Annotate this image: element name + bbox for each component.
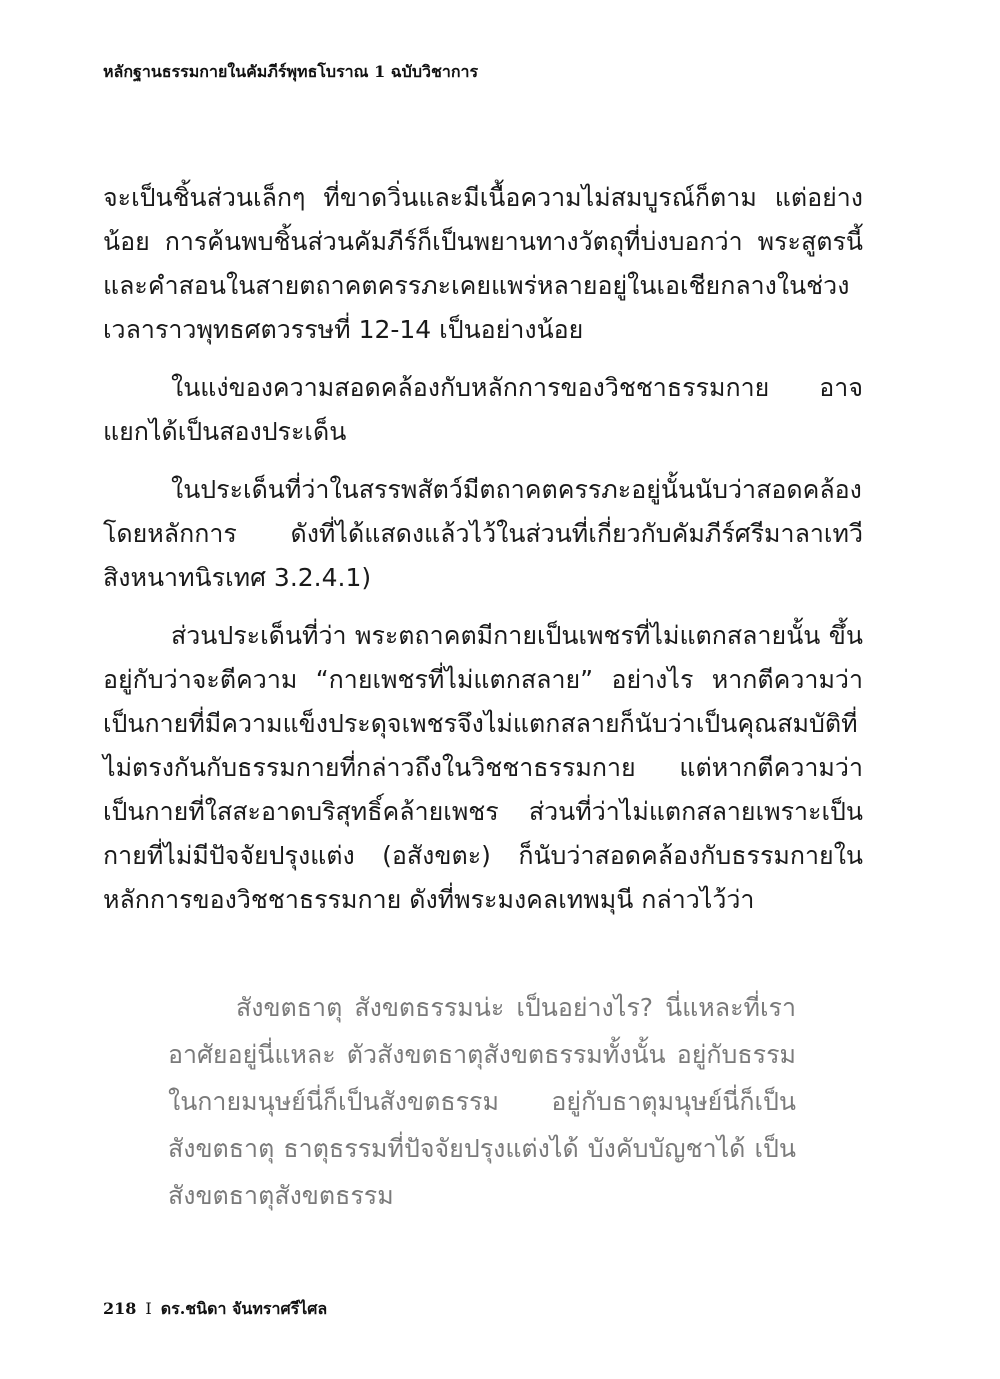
block-quote bbox=[168, 984, 796, 1219]
author-name: ดร.ชนิดา จันทราศรีไศล bbox=[160, 1299, 328, 1318]
footer-separator: I bbox=[145, 1299, 152, 1318]
paragraph: ส่วนประเด็นที่ว่า พระตถาคตมีกายเป็นเพชรที่ไม่แตกสลายนั้น ขึ้นอยู่กับว่าจะตีความ “กายเพชรที่ไม่แตกสลาย” อย่างไร หากตีความว่า เป็นกายที่มีความแข็งประดุจเพชรจึงไม่แตกสลายก็นับว่าเป็นคุณสมบัติที่ไม่ตรงกันกับธรรมกายที่กล่าวถึงในวิชชาธรรมกาย แต่หากตีความว่า เป็นกายที่ใสสะอาดบริสุทธิ์คล้ายเพชร ส่วนที่ว่าไม่แตกสลายเพราะเป็นกายที่ไม่มีปัจจัยปรุงแต่ง (อสังขตะ) ก็นับว่าสอดคล้องกับธรรมกายในหลักการของวิชชาธรรมกาย ดังที่พระมงคลเทพมุนี กล่าวไว้ว่า bbox=[103, 621, 863, 914]
paragraph: ในประเด็นที่ว่าในสรรพสัตว์มีตถาคตครรภะอยู่นั้นนับว่าสอดคล้องโดยหลักการ ดังที่ได้แสดงแล้วไว้ในส่วนที่เกี่ยวกับคัมภีร์ศรีมาลาเทวีสิงหนาทนิรเทศ 3.2.4.1) bbox=[103, 475, 863, 592]
quote-text: สังขตธาตุ สังขตธรรมน่ะ เป็นอย่างไร? นี่แหละที่เราอาศัยอยู่นี่แหละ ตัวสังขตธาตุสังขตธรรมทั้งนั้น อยู่กับธรรมในกายมนุษย์นี่ก็เป็นสังขตธรรม อยู่กับธาตุมนุษย์นี่ก็เป็นสังขตธาตุ ธาตุธรรมที่ปัจจัยปรุงแต่งได้ บังคับบัญชาได้ เป็นสังขตธาตุสังขตธรรม bbox=[168, 993, 796, 1210]
page-footer bbox=[103, 1297, 327, 1322]
body-text bbox=[103, 176, 863, 936]
running-header bbox=[103, 60, 478, 85]
page-number: 218 bbox=[103, 1299, 137, 1318]
paragraph: จะเป็นชิ้นส่วนเล็กๆ ที่ขาดวิ่นและมีเนื้อความไม่สมบูรณ์ก็ตาม แต่อย่างน้อย การค้นพบชิ้นส่วนคัมภีร์ก็เป็นพยานทางวัตถุที่บ่งบอกว่า พระสูตรนี้และคำสอนในสายตถาคตครรภะเคยแพร่หลายอยู่ในเอเชียกลางในช่วงเวลาราวพุทธศตวรรษที่ 12-14 เป็นอย่างน้อย bbox=[103, 183, 863, 344]
running-header-title: หลักฐานธรรมกายในคัมภีร์พุทธโบราณ 1 ฉบับวิชาการ bbox=[103, 62, 479, 81]
paragraph: ในแง่ของความสอดคล้องกับหลักการของวิชชาธรรมกาย อาจแยกได้เป็นสองประเด็น bbox=[103, 373, 863, 446]
